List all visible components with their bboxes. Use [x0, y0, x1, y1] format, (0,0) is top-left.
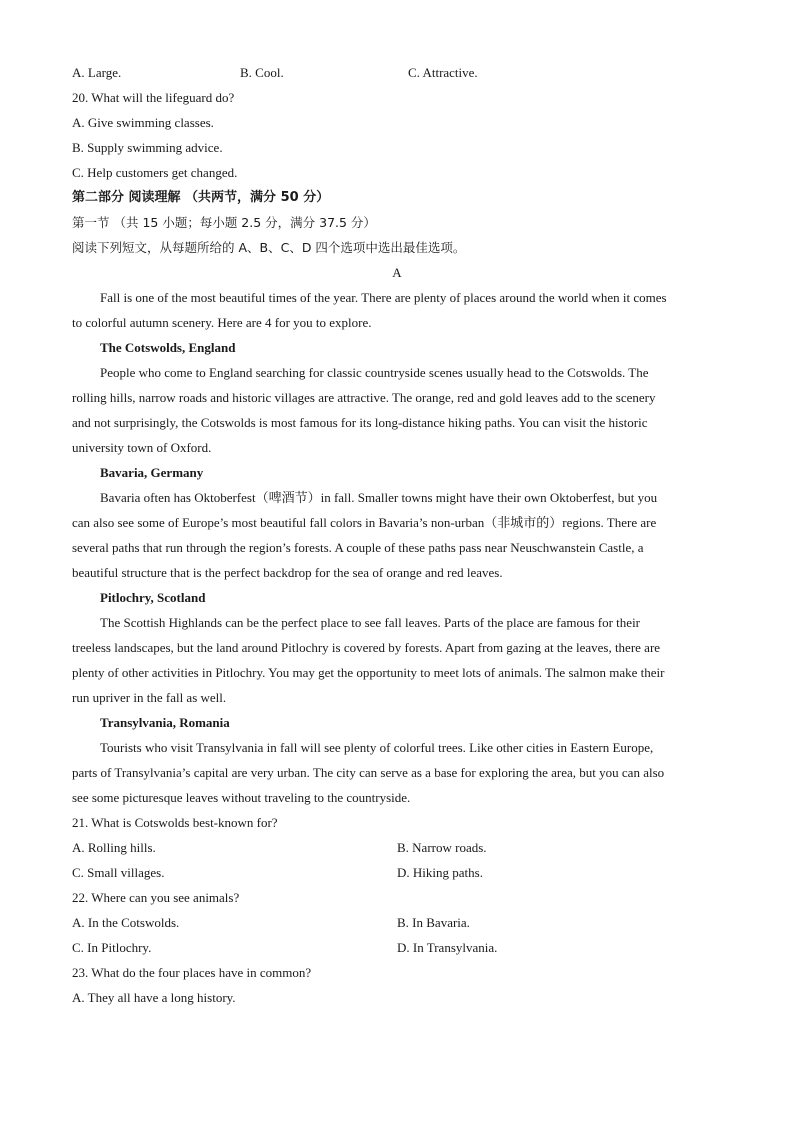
passage-label: A	[392, 265, 402, 280]
place-heading-cotswolds: The Cotswolds, England	[100, 340, 236, 355]
paragraph-line: People who come to England searching for classic countryside scenes usually head to the Cotswolds. The	[100, 365, 649, 380]
intro-line: to colorful autumn scenery. Here are 4 for you to explore.	[72, 315, 372, 330]
q19-options	[72, 60, 722, 85]
q19-option-b: B. Cool.	[240, 65, 284, 80]
q22-option-d: D. In Transylvania.	[397, 940, 498, 955]
q21-options-row	[72, 860, 722, 885]
paragraph-line: treeless landscapes, but the land around Pitlochry is covered by forests. Apart from gazing at the leaves, there are	[72, 640, 661, 655]
q19-option-c: C. Attractive.	[408, 65, 478, 80]
q20-question: 20. What will the lifeguard do?	[72, 90, 235, 105]
place-heading-transylvania: Transylvania, Romania	[100, 715, 230, 730]
paragraph-line: plenty of other activities in Pitlochry. You may get the opportunity to meet lots of animals. The salmon make their	[72, 665, 665, 680]
q21-option-c: C. Small villages.	[72, 865, 165, 880]
q22-question: 22. Where can you see animals?	[72, 890, 240, 905]
q22-option-b: B. In Bavaria.	[397, 915, 470, 930]
paragraph-line: university town of Oxford.	[72, 440, 212, 455]
paragraph-line: beautiful structure that is the perfect backdrop for the sea of orange and red leaves.	[72, 565, 503, 580]
q20-option-b: B. Supply swimming advice.	[72, 140, 223, 155]
intro-line: Fall is one of the most beautiful times of the year. There are plenty of places around the world when it comes	[100, 290, 667, 305]
q23-question: 23. What do the four places have in common?	[72, 965, 312, 980]
q22-option-a: A. In the Cotswolds.	[72, 915, 180, 930]
exam-page	[72, 60, 722, 1010]
paragraph-line: see some picturesque leaves without traveling to the countryside.	[72, 790, 411, 805]
section-title: 第二部分 阅读理解 （共两节，满分 50 分）	[72, 190, 330, 205]
subsection-title: 第一节 （共 15 小题；每小题 2.5 分，满分 37.5 分）	[72, 215, 376, 230]
q21-option-b: B. Narrow roads.	[397, 840, 487, 855]
q19-option-a: A. Large.	[72, 65, 122, 80]
place-heading-bavaria: Bavaria, Germany	[100, 465, 204, 480]
q23-option-a: A. They all have a long history.	[72, 990, 236, 1005]
paragraph-line: can also see some of Europe’s most beautiful fall colors in Bavaria’s non-urban（非城市的）regions. There are	[72, 515, 657, 530]
q21-option-d: D. Hiking paths.	[397, 865, 483, 880]
instruction-text: 阅读下列短文，从每题所给的 A、B、C、D 四个选项中选出最佳选项。	[72, 240, 466, 255]
q22-options-row	[72, 910, 722, 935]
paragraph-line: and not surprisingly, the Cotswolds is most famous for its long-distance hiking paths. You can visit the historic	[72, 415, 648, 430]
paragraph-line: rolling hills, narrow roads and historic villages are attractive. The orange, red and gold leaves add to the scenery	[72, 390, 656, 405]
q20-option-c: C. Help customers get changed.	[72, 165, 238, 180]
paragraph-line: The Scottish Highlands can be the perfect place to see fall leaves. Parts of the place are famous for their	[100, 615, 641, 630]
q22-options-row	[72, 935, 722, 960]
place-heading-pitlochry: Pitlochry, Scotland	[100, 590, 206, 605]
paragraph-line: run upriver in the fall as well.	[72, 690, 227, 705]
q20-option-a: A. Give swimming classes.	[72, 115, 214, 130]
paragraph-line: parts of Transylvania’s capital are very urban. The city can serve as a base for exploring the area, but you can also	[72, 765, 665, 780]
paragraph-line: Tourists who visit Transylvania in fall will see plenty of colorful trees. Like other cities in Eastern Europe,	[100, 740, 654, 755]
q22-option-c: C. In Pitlochry.	[72, 940, 152, 955]
paragraph-line: several paths that run through the region’s forests. A couple of these paths pass near Neuschwanstein Castle, a	[72, 540, 644, 555]
q21-option-a: A. Rolling hills.	[72, 840, 156, 855]
q21-options-row	[72, 835, 722, 860]
paragraph-line: Bavaria often has Oktoberfest（啤酒节）in fall. Smaller towns might have their own Oktoberfest, but you	[100, 490, 658, 505]
q21-question: 21. What is Cotswolds best-known for?	[72, 815, 278, 830]
